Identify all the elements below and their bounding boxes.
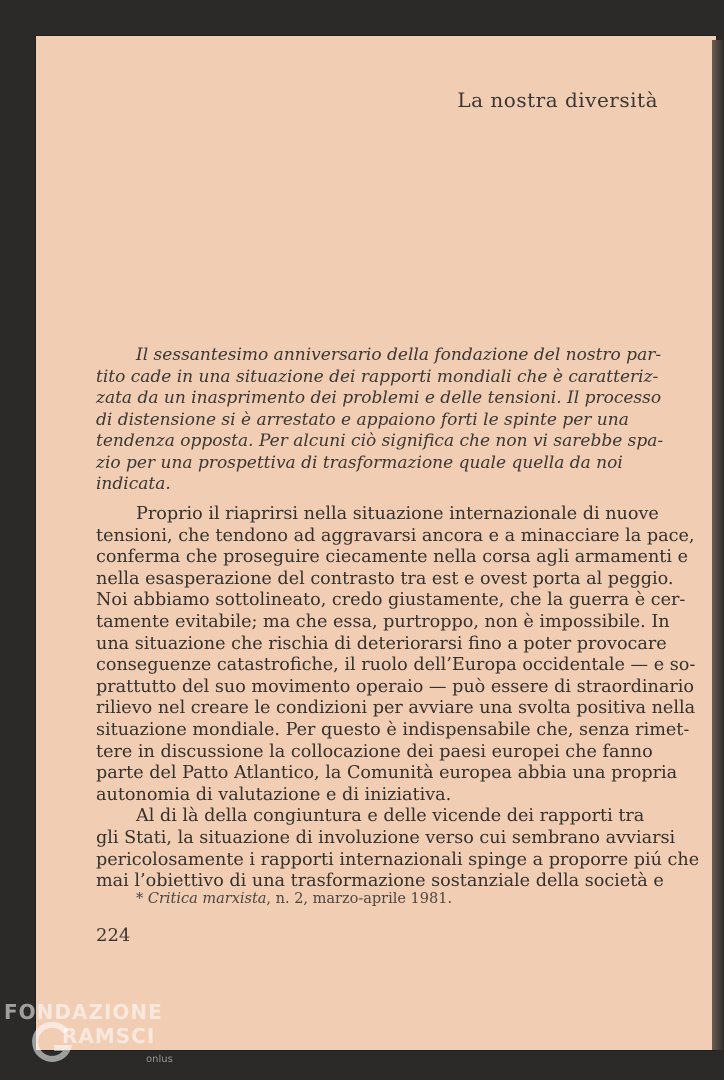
page-edge [712,40,724,1050]
footnote-marker: * [136,891,144,907]
footnote-citation: , n. 2, marzo-aprile 1981. [266,891,453,907]
body-line: prattutto del suo movimento operaio — può essere di straordinario [96,676,694,697]
body-line: Proprio il riaprirsi nella situazione internazionale di nuove [136,504,659,524]
page-number: 224 [96,925,131,946]
abstract-line: tito cade in una situazione dei rapporti mondiali che è caratteriz- [96,366,659,387]
watermark-line1: FONDAZIONE [4,1000,163,1024]
footnote-title: Critica marxista [147,891,267,907]
body-line: una situazione che rischia di deteriorarsi fino a poter provocare [96,633,667,654]
watermark-logo [0,996,190,1080]
body-line: tamente evitabile; ma che essa, purtroppo, non è impossibile. In [96,611,670,632]
body-line: situazione mondiale. Per questo è indispensabile che, senza rimet- [96,719,690,740]
body-text [96,504,700,893]
abstract-line: indicata. [96,474,171,494]
body-line: parte del Patto Atlantico, la Comunità europea abbia una propria [96,763,678,784]
abstract-line: zata da un inasprimento dei problemi e delle tensioni. Il processo [96,388,662,408]
body-line: Al di là della congiuntura e delle vicende dei rapporti tra [136,806,645,827]
body-line: rilievo nel creare le condizioni per avviare una svolta positiva nella [96,698,696,719]
body-line: tensioni, che tendono ad aggravarsi ancora e a minacciare la pace, [96,525,695,546]
footnote [136,891,452,907]
watermark-sub: onlus [146,1054,173,1065]
abstract-line: zio per una prospettiva di trasformazione quale quella da noi [96,452,623,473]
body-line: autonomia di valutazione e di iniziativa. [96,784,452,805]
abstract-paragraph [96,345,664,496]
abstract-line: Il sessantesimo anniversario della fondazione del nostro par- [136,345,662,365]
body-line: conferma che proseguire ciecamente nella corsa agli armamenti e [96,547,688,568]
abstract-line: tendenza opposta. Per alcuni ciò significa che non vi sarebbe spa- [96,431,664,451]
body-line: nella esasperazione del contrasto tra est e ovest porta al peggio. [96,568,674,589]
body-line: pericolosamente i rapporti internazionali spinge a proporre piú che [96,849,700,870]
body-line: Noi abbiamo sottolineato, credo giustamente, che la guerra è cer- [96,590,686,611]
body-line: tere in discussione la collocazione dei paesi europei che fanno [96,741,653,762]
body-line: conseguenze catastrofiche, il ruolo dell’Europa occidentale — e so- [96,655,696,676]
abstract-line: di distensione si è arrestato e appaiono forti le spinte per una [96,409,629,430]
body-line: mai l’obiettivo di una trasformazione sostanziale della società e [96,871,664,892]
watermark-line2: RAMSCI [62,1024,156,1048]
running-head: La nostra diversità [457,88,658,112]
body-line: gli Stati, la situazione di involuzione verso cui sembrano avviarsi [96,827,676,848]
